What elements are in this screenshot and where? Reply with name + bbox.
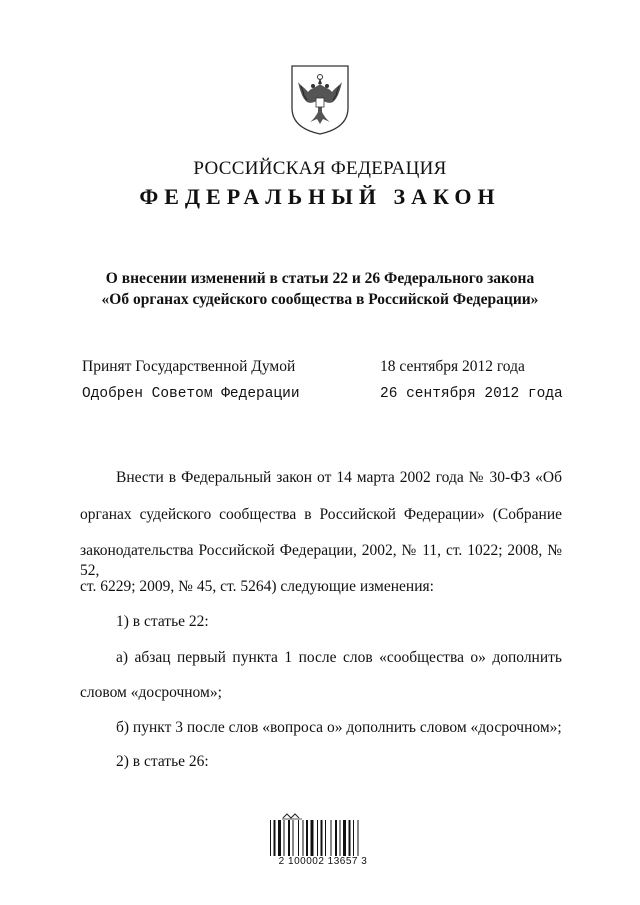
barcode-bar (325, 820, 326, 856)
body-line: ст. 6229; 2009, № 45, ст. 5264) следующие изменения: (80, 578, 434, 595)
barcode-bar (270, 820, 271, 856)
barcode-bar (306, 820, 308, 856)
coat-of-arms-icon (289, 64, 351, 136)
barcode-bar (298, 820, 299, 856)
duma-adoption-label: Принят Государственной Думой (82, 358, 296, 375)
barcode-bars (268, 820, 378, 856)
barcode-bar (335, 820, 337, 856)
council-approval-date: 26 сентября 2012 года (380, 386, 563, 402)
barcode-bar (349, 820, 351, 856)
barcode-bar (340, 820, 341, 856)
barcode-bar (321, 820, 323, 856)
barcode-bar (331, 820, 332, 856)
barcode-bar (288, 820, 290, 856)
council-approval-label: Одобрен Советом Федерации (82, 386, 300, 402)
barcode-bar (353, 820, 354, 856)
law-title (0, 268, 640, 310)
body-line: органах судейского сообщества в Российской Федерации» (Собрание (80, 506, 562, 523)
body-line: законодательства Российской Федерации, 2002, № 11, ст. 1022; 2008, № 52, (80, 542, 562, 579)
list-item: 1) в статье 22: (116, 613, 209, 630)
barcode-bar (303, 820, 304, 856)
barcode-bar (358, 820, 359, 856)
country-name: РОССИЙСКАЯ ФЕДЕРАЦИЯ (193, 158, 447, 179)
barcode-bar (293, 820, 294, 856)
barcode-bar (317, 820, 318, 856)
law-title-line: О внесении изменений в статьи 22 и 26 Федерального закона (105, 270, 535, 287)
law-type-heading: ФЕДЕРАЛЬНЫЙ ЗАКОН (139, 184, 501, 209)
duma-adoption-date: 18 сентября 2012 года (380, 358, 525, 375)
law-title-line: «Об органах судейского сообщества в Российской Федерации» (101, 291, 539, 308)
list-item: 2) в статье 26: (116, 753, 209, 770)
list-item: а) абзац первый пункта 1 после слов «сообщества о» дополнить (116, 649, 562, 666)
barcode-bar (284, 820, 285, 856)
barcode-mark-icon (281, 812, 303, 820)
list-item-continuation: словом «досрочном»; (80, 684, 222, 701)
list-item: б) пункт 3 после слов «вопроса о» дополнить словом «досрочном»; (116, 719, 562, 736)
barcode-bar (274, 820, 276, 856)
barcode-bar (311, 820, 314, 856)
barcode-bar (278, 820, 281, 856)
barcode-bar (343, 820, 346, 856)
barcode-number: 2 100002 13657 3 (278, 856, 368, 867)
barcode (268, 812, 378, 872)
body-line: Внести в Федеральный закон от 14 марта 2002 года № 30-ФЗ «Об (116, 469, 562, 486)
